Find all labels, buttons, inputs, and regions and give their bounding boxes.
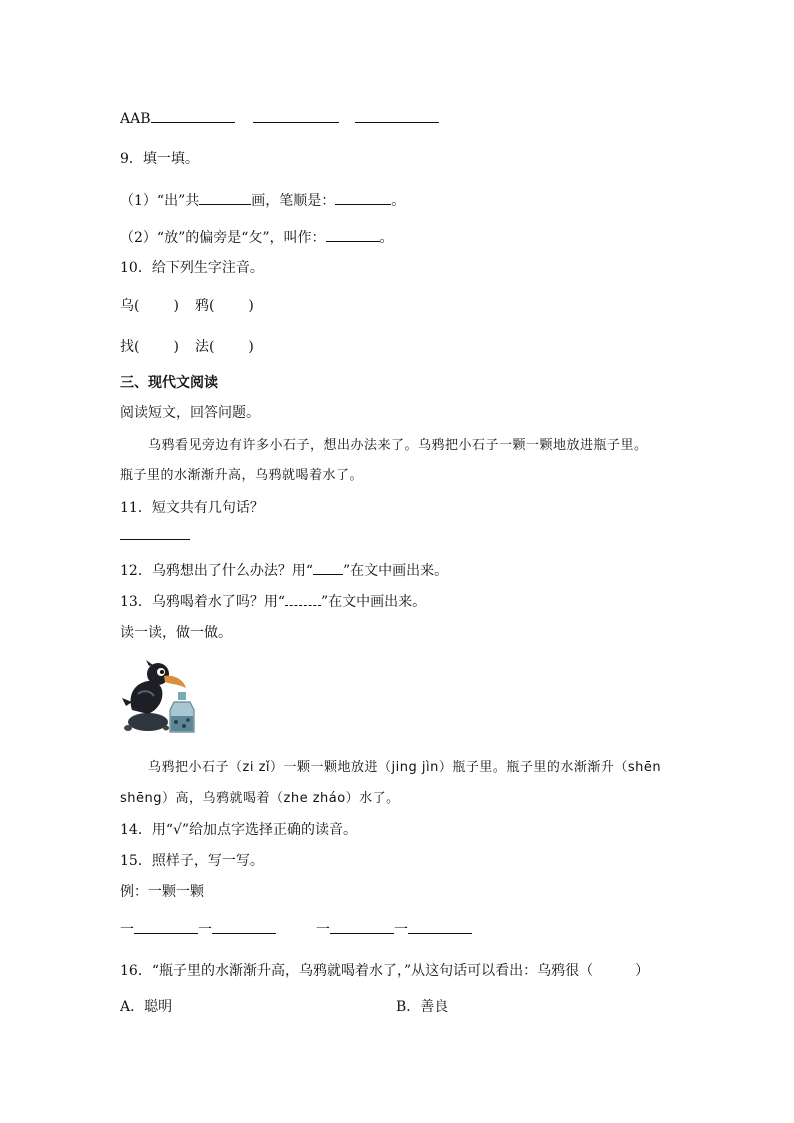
q12-text-b: ”在文中画出来。 — [342, 563, 449, 579]
answer-blank[interactable] — [212, 919, 276, 934]
q11-answer — [120, 525, 190, 546]
q15-title: 15．照样子，写一写。 — [120, 853, 264, 869]
q10-row2: 找( ) 法( ) — [120, 339, 254, 355]
q16-option-a[interactable]: A．聪明 — [120, 999, 173, 1015]
answer-blank[interactable] — [120, 525, 190, 540]
char-zhao: 找 — [120, 339, 134, 355]
q16-text: 16．“瓶子里的水渐渐升高，乌鸦就喝着水了，”从这句话可以看出：乌鸦很（ ） — [120, 963, 650, 979]
read-do-title: 读一读，做一做。 — [120, 625, 232, 641]
dash-one: 一 — [394, 922, 408, 938]
answer-blank[interactable] — [326, 227, 380, 242]
answer-blank[interactable] — [151, 108, 235, 123]
q13-text-b: ”在文中画出来。 — [320, 594, 427, 610]
reading-instruction: 阅读短文，回答问题。 — [120, 405, 260, 421]
answer-blank[interactable] — [330, 919, 394, 934]
q11-text: 11．短文共有几句话？ — [120, 500, 264, 516]
q14-text: 14．用“√”给加点字选择正确的读音。 — [120, 822, 358, 838]
dash-one: 一 — [198, 922, 212, 938]
section-title: 三、现代文阅读 — [120, 375, 218, 391]
q15-answer-row — [120, 919, 472, 940]
q16-option-b[interactable]: B．善良 — [396, 999, 449, 1015]
answer-blank[interactable] — [355, 108, 439, 123]
q12-text — [120, 560, 448, 581]
q9-item1-end: 。 — [391, 193, 406, 209]
aab-label: AAB — [120, 111, 151, 127]
char-wu: 乌 — [120, 298, 134, 314]
q9-item2-end: 。 — [379, 230, 394, 246]
dash-one: 一 — [120, 922, 134, 938]
q9-item2 — [120, 227, 394, 248]
q9-item2-text: （2）“放”的偏旁是“攵”，叫作： — [120, 230, 326, 246]
q9-item1-text: （1）“出”共 — [120, 193, 200, 209]
passage2-line: shēng）高，乌鸦就喝着（zhe zháo）水了。 — [120, 791, 400, 806]
char-ya: 鸦 — [194, 298, 209, 314]
answer-blank[interactable] — [253, 108, 339, 123]
underline-sample — [313, 560, 343, 575]
crow-with-bottle-illustration — [118, 658, 200, 736]
q9-item1 — [120, 190, 405, 211]
q13-text — [120, 591, 426, 612]
q9-item1-text2: 画，笔顺是： — [251, 193, 336, 209]
answer-blank[interactable] — [199, 190, 251, 205]
q10-row1: 乌( ) 鸦( ) — [120, 298, 254, 314]
passage-line: 瓶子里的水渐渐升高，乌鸦就喝着水了。 — [120, 468, 364, 483]
passage-line: 乌鸦看见旁边有许多小石子，想出办法来了。乌鸦把小石子一颗一颗地放进瓶子里。 — [148, 438, 648, 453]
q15-example: 例：一颗一颗 — [120, 884, 204, 900]
char-fa: 法 — [194, 339, 209, 355]
wavy-line-sample — [285, 591, 321, 606]
q13-text-a: 13．乌鸦喝着水了吗？用“ — [120, 594, 285, 610]
passage2-line: 乌鸦把小石子（zi zǐ）一颗一颗地放进（jing jìn）瓶子里。瓶子里的水渐渐升（shēn — [148, 760, 662, 775]
answer-blank[interactable] — [335, 190, 391, 205]
dash-one: 一 — [316, 922, 330, 938]
aab-row — [120, 108, 439, 129]
q12-text-a: 12．乌鸦想出了什么办法？用“ — [120, 563, 313, 579]
q10-title: 10．给下列生字注音。 — [120, 260, 264, 276]
answer-blank[interactable] — [134, 919, 198, 934]
answer-blank[interactable] — [408, 919, 472, 934]
q9-title: 9．填一填。 — [120, 151, 199, 167]
